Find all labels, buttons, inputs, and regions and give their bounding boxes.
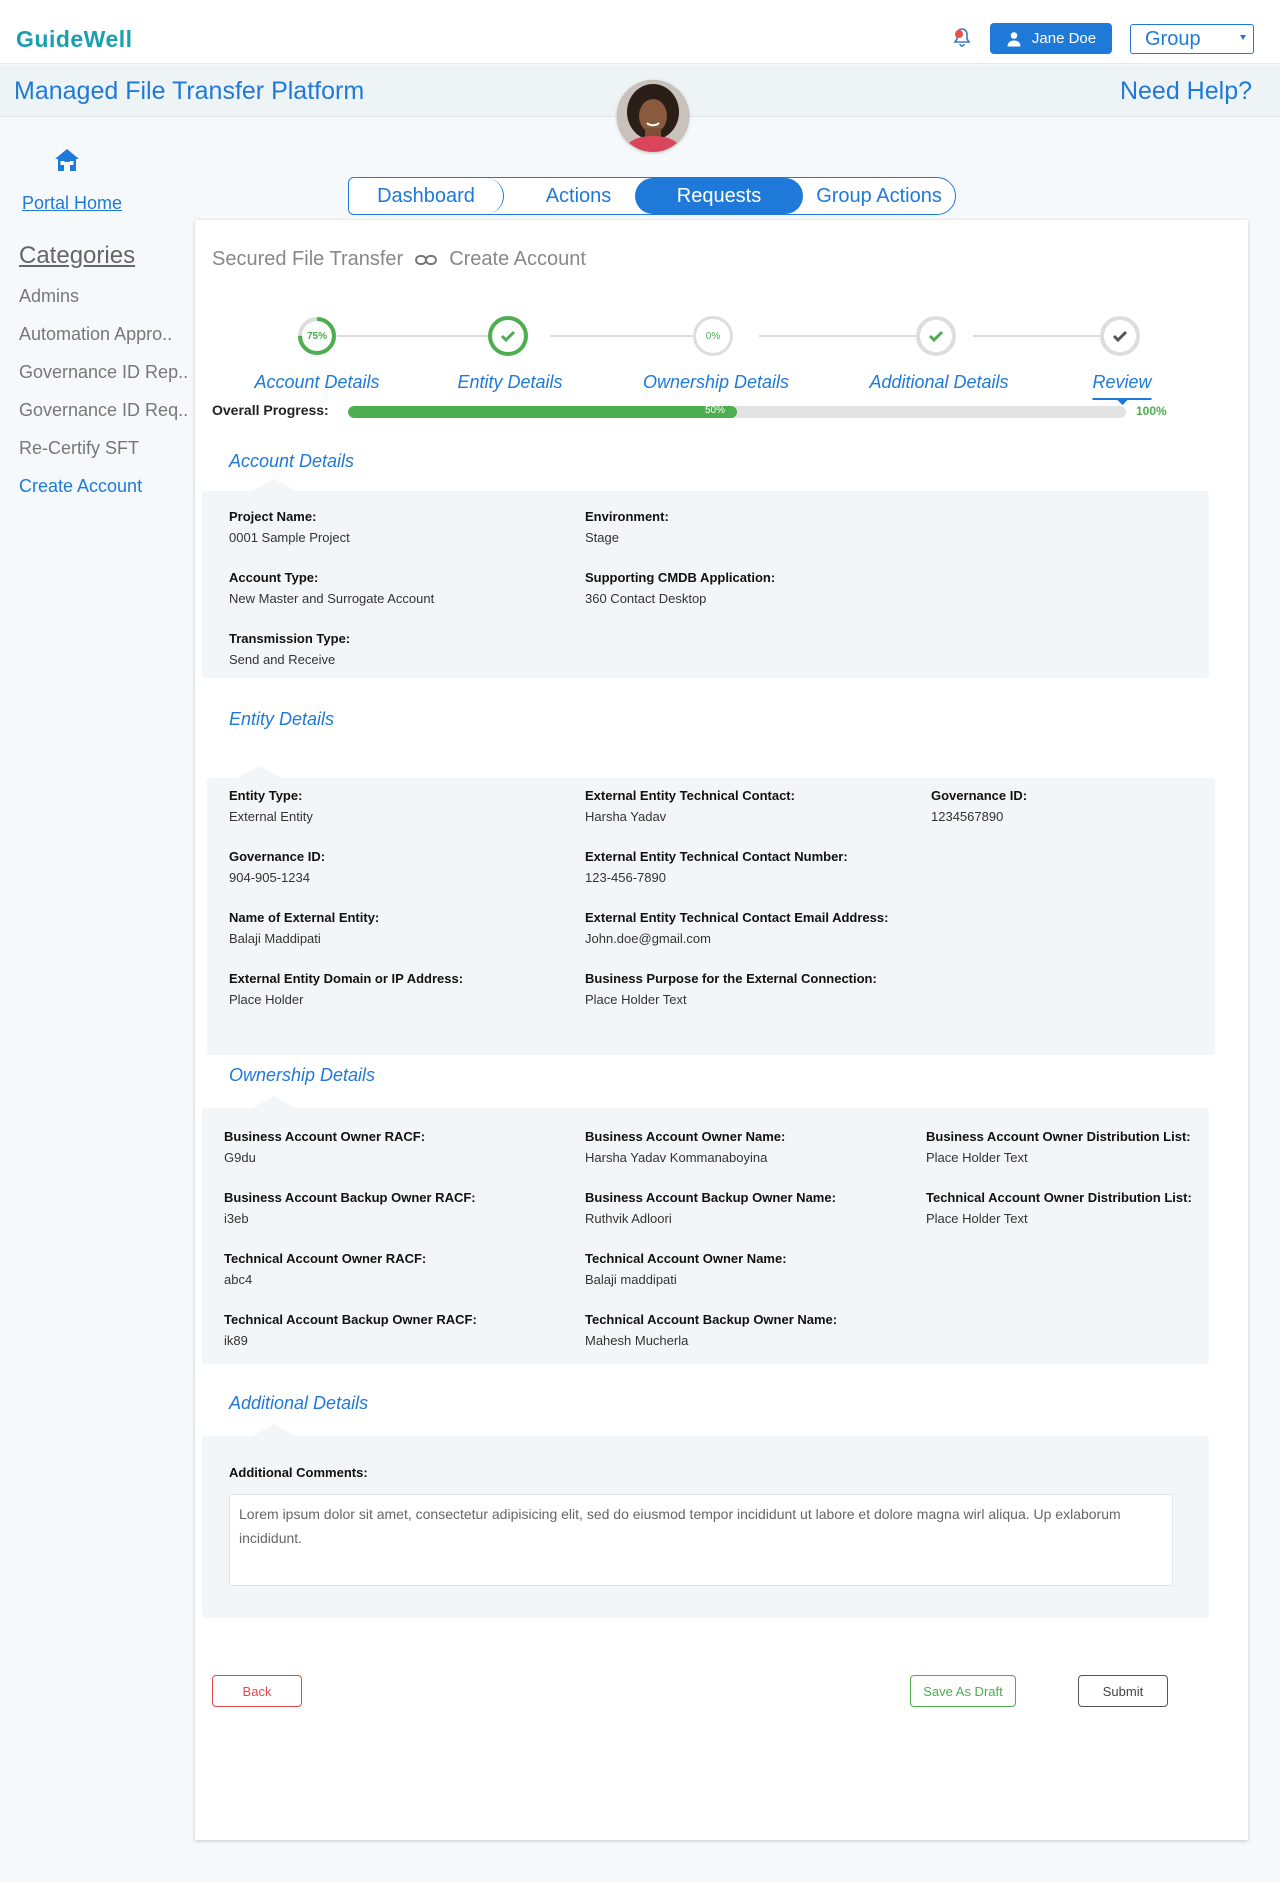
app-title: Managed File Transfer Platform (14, 77, 365, 105)
field-label: Technical Account Owner Distribution List: (926, 1190, 1192, 1205)
back-button[interactable]: Back (212, 1675, 302, 1707)
field-label: Technical Account Owner Name: (585, 1251, 787, 1266)
guidewell-logo[interactable]: GuideWell (16, 26, 133, 52)
field-value: Harsha Yadav Kommanaboyina (585, 1150, 768, 1165)
overall-progress-fill (348, 406, 737, 418)
sidebar-item-governance-id-report[interactable]: Governance ID Rep.. (19, 362, 189, 382)
section-title-account-details: Account Details (229, 451, 355, 471)
step-ownership-details-status: 0% (705, 330, 721, 342)
field-project-name (229, 509, 350, 545)
field-value: Balaji Maddipati (229, 931, 321, 946)
progress-stepper (195, 292, 1248, 392)
need-help-link[interactable]: Need Help? (1119, 77, 1252, 105)
user-name: Jane Doe (1031, 30, 1097, 47)
field-label: Technical Account Backup Owner Name: (585, 1312, 838, 1327)
step-connector (550, 335, 715, 337)
field-supporting-cmdb-application (585, 570, 775, 606)
field-label: Governance ID: (931, 788, 1028, 803)
group-select-value: Group (1145, 28, 1201, 50)
user-menu-button[interactable] (990, 23, 1112, 54)
field-value: i3eb (224, 1211, 249, 1226)
field-value: Ruthvik Adloori (585, 1211, 672, 1226)
breadcrumb (212, 248, 586, 271)
tab-dashboard[interactable]: Dashboard (349, 178, 504, 214)
field-external-entity-technical-contact-number (585, 849, 848, 885)
breadcrumb-secured-file-transfer[interactable]: Secured File Transfer (212, 248, 404, 270)
sidebar-item-automation-approval[interactable]: Automation Appro.. (19, 324, 173, 344)
additional-comments-textarea[interactable]: Lorem ipsum dolor sit amet, consectetur adipisicing elit, sed do eiusmod tempor incididunt ut labore et dolore magna wirl aliqua. Up exlaborum incididunt. (229, 1494, 1173, 1586)
field-value: abc4 (224, 1272, 253, 1287)
field-value: 123-456-7890 (585, 870, 666, 885)
submit-button[interactable]: Submit (1078, 1675, 1168, 1707)
field-governance-id (229, 849, 325, 885)
field-label: Business Account Owner Distribution List: (926, 1129, 1191, 1144)
step-connector (759, 335, 927, 337)
field-business-account-backup-owner-name (585, 1190, 836, 1226)
field-value: G9du (224, 1150, 256, 1165)
step-review-indicator[interactable] (1100, 316, 1140, 356)
field-technical-account-owner-racf (224, 1251, 426, 1287)
review-card (195, 220, 1248, 1840)
field-value: Balaji maddipati (585, 1272, 677, 1287)
field-value: ik89 (224, 1333, 248, 1348)
sidebar-category-list (19, 284, 194, 512)
step-account-details-label[interactable]: Account Details (254, 372, 380, 392)
sidebar-item-governance-id-request[interactable]: Governance ID Req.. (19, 400, 189, 420)
save-as-draft-button[interactable]: Save As Draft (910, 1675, 1016, 1707)
field-value: Send and Receive (229, 652, 336, 667)
overall-progress-label: Overall Progress: (212, 402, 329, 418)
field-account-type (229, 570, 434, 606)
section-title-entity-details: Entity Details (229, 709, 335, 729)
field-label: Governance ID: (229, 849, 326, 864)
field-transmission-type (229, 631, 350, 667)
top-bar (0, 0, 1280, 64)
field-value: Harsha Yadav (585, 809, 667, 824)
field-value: Stage (585, 530, 619, 545)
field-technical-account-owner-name (585, 1251, 787, 1287)
field-business-account-backup-owner-racf (224, 1190, 476, 1226)
field-business-account-owner-name (585, 1129, 785, 1165)
overall-progress-value: 50% (704, 406, 725, 416)
field-governance-id-secondary (931, 788, 1027, 824)
sidebar-item-admins[interactable]: Admins (19, 286, 80, 306)
step-ownership-details-indicator[interactable] (693, 316, 733, 356)
field-label: External Entity Technical Contact Email Address: (585, 910, 889, 925)
user-icon (1006, 31, 1022, 47)
categories-heading: Categories (19, 242, 136, 269)
field-value: 1234567890 (931, 809, 1004, 824)
link-icon (415, 254, 437, 266)
field-external-entity-technical-contact (585, 788, 795, 824)
field-label: Entity Type: (229, 788, 303, 803)
step-connector (335, 335, 505, 337)
step-entity-details-label[interactable]: Entity Details (457, 372, 563, 392)
field-name-of-external-entity (229, 910, 379, 946)
field-label: External Entity Technical Contact Number: (585, 849, 848, 864)
step-additional-details-indicator[interactable] (916, 316, 956, 356)
field-label: Account Type: (229, 570, 319, 585)
field-external-entity-domain-or-ip (229, 971, 463, 1007)
field-business-account-owner-distribution-list (926, 1129, 1191, 1165)
field-value: Place Holder Text (926, 1211, 1028, 1226)
check-icon (499, 327, 517, 345)
step-account-details-status: 75% (306, 330, 327, 342)
field-value: External Entity (229, 809, 313, 824)
bell-icon[interactable] (950, 26, 974, 50)
overall-progress-max: 100% (1136, 404, 1167, 418)
sidebar-item-recertify-sft[interactable]: Re-Certify SFT (19, 438, 140, 458)
portal-home-link[interactable]: Portal Home (22, 193, 123, 213)
field-label: External Entity Technical Contact: (585, 788, 795, 803)
step-account-details-indicator[interactable] (297, 316, 337, 356)
tab-actions[interactable]: Actions (499, 178, 659, 214)
group-select[interactable] (1130, 24, 1254, 54)
step-review-label[interactable]: Review (1092, 372, 1151, 400)
avatar[interactable] (617, 80, 689, 152)
step-entity-details-indicator[interactable] (488, 316, 528, 356)
field-value: 904-905-1234 (229, 870, 310, 885)
field-value: Place Holder Text (585, 992, 687, 1007)
field-label: Transmission Type: (229, 631, 351, 646)
check-icon (1111, 327, 1129, 345)
field-technical-account-backup-owner-racf (224, 1312, 477, 1348)
field-value: Mahesh Mucherla (585, 1333, 689, 1348)
field-value: New Master and Surrogate Account (229, 591, 435, 606)
field-value: Place Holder Text (926, 1150, 1028, 1165)
field-label: Technical Account Owner RACF: (224, 1251, 427, 1266)
field-label: Name of External Entity: (229, 910, 380, 925)
field-label: Business Account Owner Name: (585, 1129, 786, 1144)
field-value: Place Holder (229, 992, 304, 1007)
breadcrumb-create-account: Create Account (449, 248, 586, 270)
field-label: Business Account Backup Owner Name: (585, 1190, 836, 1205)
field-label: Business Account Backup Owner RACF: (224, 1190, 476, 1205)
field-label: Business Purpose for the External Connection: (585, 971, 877, 986)
chevron-down-icon (1240, 35, 1246, 40)
field-value: 360 Contact Desktop (585, 591, 707, 606)
step-ownership-details-label[interactable]: Ownership Details (642, 372, 790, 392)
avatar-image (617, 80, 689, 152)
field-technical-account-backup-owner-name (585, 1312, 837, 1348)
field-external-entity-technical-contact-email (585, 910, 888, 946)
field-label: Business Account Owner RACF: (224, 1129, 426, 1144)
main-tabs (348, 177, 956, 215)
section-title-additional-details: Additional Details (229, 1393, 369, 1413)
sidebar-item-create-account[interactable]: Create Account (19, 476, 143, 496)
field-value: 0001 Sample Project (229, 530, 350, 545)
field-label: External Entity Domain or IP Address: (229, 971, 464, 986)
check-icon (927, 327, 945, 345)
field-environment (585, 509, 669, 545)
tab-requests[interactable]: Requests (635, 178, 803, 214)
tab-group-actions[interactable]: Group Actions (816, 185, 942, 207)
field-entity-type (229, 788, 313, 824)
field-business-purpose (585, 971, 877, 1007)
field-label: Supporting CMDB Application: (585, 570, 776, 585)
field-value: John.doe@gmail.com (585, 931, 711, 946)
additional-comments-label: Additional Comments: (229, 1465, 368, 1480)
field-label: Technical Account Backup Owner RACF: (224, 1312, 477, 1327)
step-additional-details-label[interactable]: Additional Details (869, 372, 1009, 392)
section-title-ownership-details: Ownership Details (229, 1065, 376, 1085)
field-label: Project Name: (229, 509, 317, 524)
field-business-account-owner-racf (224, 1129, 425, 1165)
home-icon[interactable] (53, 146, 81, 174)
overall-progress-bar (348, 406, 1126, 418)
field-technical-account-owner-distribution-list (926, 1190, 1192, 1226)
field-label: Environment: (585, 509, 669, 524)
